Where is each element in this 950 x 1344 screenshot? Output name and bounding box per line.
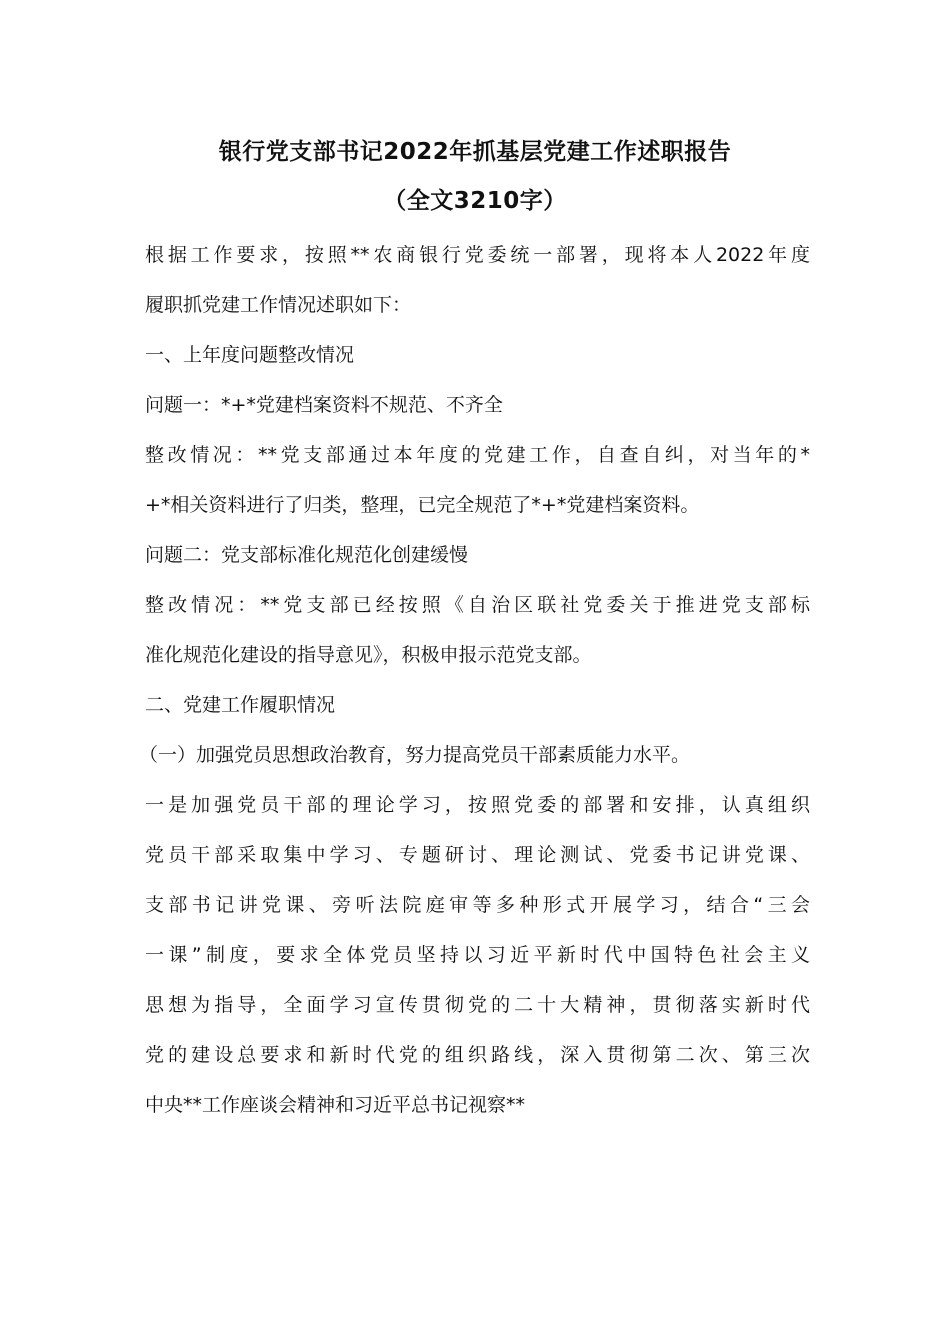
paragraph-line: 思想为指导，全面学习宣传贯彻党的二十大精神，贯彻落实新时代 — [145, 994, 810, 1016]
paragraph-line: 整改情况：**党支部通过本年度的党建工作，自查自纠，对当年的* — [145, 444, 810, 466]
paragraph-line: +*相关资料进行了归类，整理，已完全规范了*+*党建档案资料。 — [145, 494, 700, 516]
paragraph-line: 问题二：党支部标准化规范化创建缓慢 — [145, 544, 469, 566]
document-title: 银行党支部书记2022年抓基层党建工作述职报告 — [218, 139, 732, 165]
paragraph-line: 党的建设总要求和新时代党的组织路线，深入贯彻第二次、第三次 — [145, 1044, 810, 1066]
paragraph-line: 准化规范化建设的指导意见》，积极申报示范党支部。 — [145, 644, 592, 666]
paragraph-line: 党员干部采取集中学习、专题研讨、理论测试、党委书记讲党课、 — [145, 844, 810, 866]
paragraph-line: 根据工作要求，按照**农商银行党委统一部署，现将本人2022年度 — [145, 244, 810, 266]
paragraph-line: 一是加强党员干部的理论学习，按照党委的部署和安排，认真组织 — [145, 794, 810, 816]
paragraph-line: 中央**工作座谈会精神和习近平总书记视察** — [145, 1094, 526, 1116]
paragraph-line: 一课”制度，要求全体党员坚持以习近平新时代中国特色社会主义 — [145, 944, 810, 966]
subsection-heading: （一）加强党员思想政治教育，努力提高党员干部素质能力水平。 — [139, 744, 691, 766]
paragraph-line: 履职抓党建工作情况述职如下： — [145, 294, 412, 316]
paragraph-line: 问题一：*+*党建档案资料不规范、不齐全 — [145, 394, 503, 416]
section-heading: 二、党建工作履职情况 — [145, 694, 336, 716]
paragraph-line: 整改情况：**党支部已经按照《自治区联社党委关于推进党支部标 — [145, 594, 810, 616]
section-heading: 一、上年度问题整改情况 — [145, 344, 355, 366]
paragraph-line: 支部书记讲党课、旁听法院庭审等多种形式开展学习，结合“三会 — [145, 894, 810, 916]
document-subtitle: （全文3210字） — [383, 188, 567, 214]
document-body — [139, 230, 810, 1130]
